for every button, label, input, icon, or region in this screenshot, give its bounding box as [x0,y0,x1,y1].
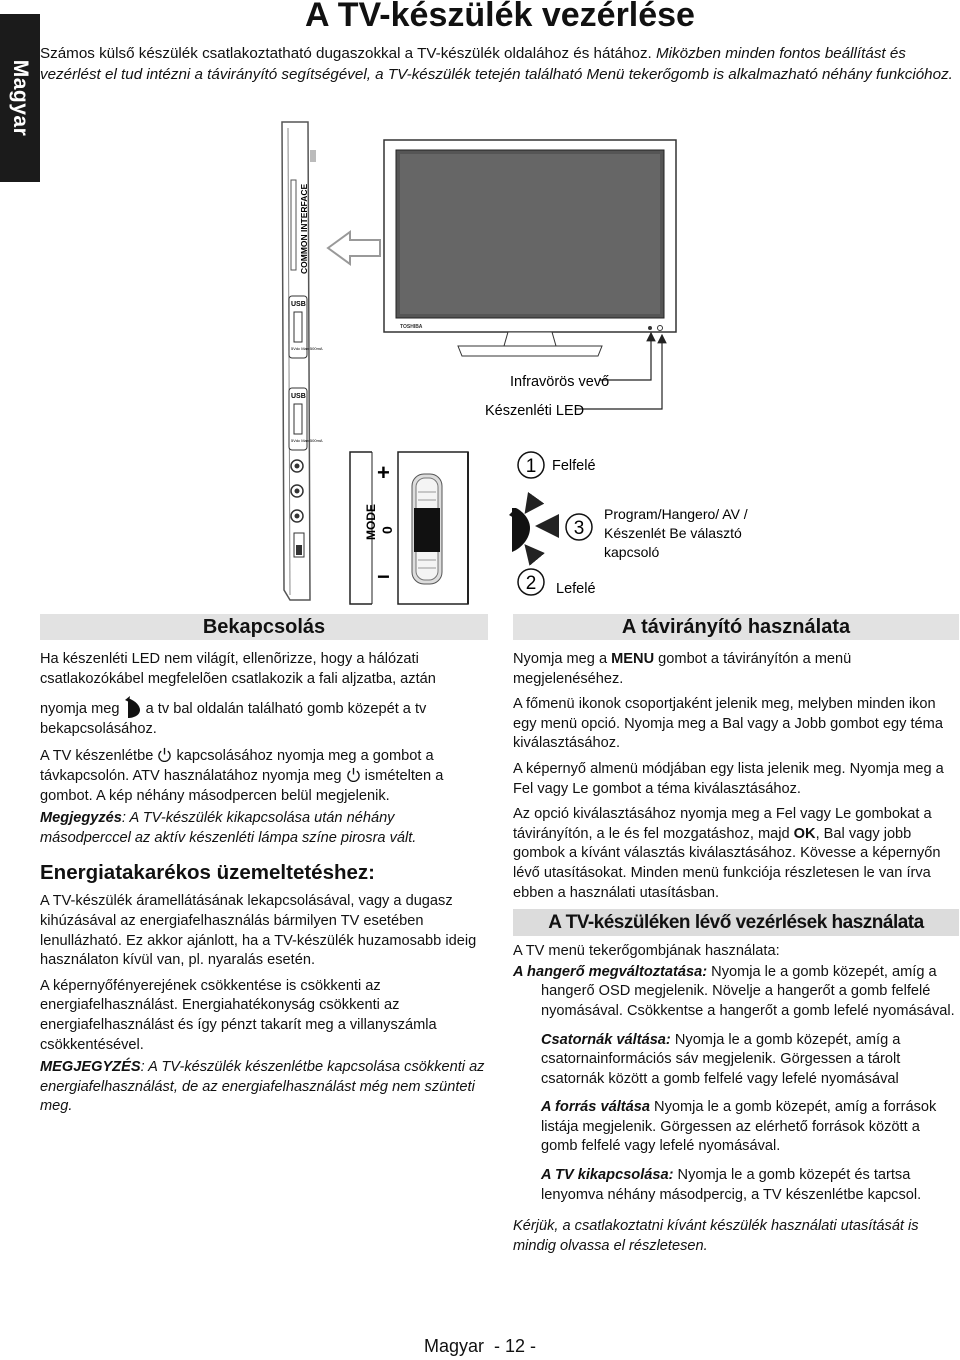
infrared-receiver-label: Infravörös vevő [510,374,610,390]
note-label: Megjegyzés [40,810,122,827]
jog-dial-small-icon [124,696,142,718]
right-p4 [513,805,959,903]
energy-heading: Energiatakarékos üzemeltetéshez: [40,861,375,885]
right-p6: Kérjük, a csatlakoztatni kívánt készülék használati utasítását is mindig olvassa el részletesen. [513,1218,919,1254]
left-p5: A képernyőfényerejének csökkentése is csökkenti az energiafelhasználást. Energiahatékonyság csökkenti az energiafelhasználást és így pénzt takarít meg a villanyszámla csökkentésével. [40,977,437,1053]
jog-dial-icon [508,498,556,558]
intro-part2: Miközben minden fontos beállítást és vezérlést el tud intézni a távirányító segítségével, a TV-készülék tetején található Menü tekerőgomb is alkalmazható néhány funkcióhoz. [40,45,953,83]
right-p3: A képernyő almenü módjában egy lista jelenik meg. Nyomja meg a Fel vagy Le gombot a téma kiválasztásához. [513,760,944,797]
down-label: Lefelé [556,581,596,597]
right-p2: A főmenü ikonok csoportjaként jelenik meg, melyben minden ikon egy menü opció. Nyomja meg a Bal vagy a Jobb gombot egy téma kiválasztásához. [513,696,943,752]
source-item [513,1098,959,1157]
left-p4: A TV-készülék áramellátásának lekapcsolásával, vagy a dugasz kihúzásával az energiafelhasználás bármilyen TV esetében lenullázható. Ez akkor ajánlott, ha a TV-készülék huzamosabb ideig használaton kívül van, pl. nyaralás esetén. [40,893,477,969]
note-text: : A TV-készülék kikapcsolása után néhány másodperccel az aktív készenléti lámpa színe pirosra vált. [40,810,417,846]
left-note [40,809,488,848]
menu-key: MENU [611,651,655,667]
source-text: Nyomja le a gomb közepét, amíg a források listája megjelenik. Görgessen az elérhető források között a gomb felfelé vagy lefelé nyomásával. [541,1099,937,1155]
right-p4a: Az opció kiválasztásához nyomja meg a Fel vagy Le gombokat a távirányítón, a le és fel mozgatáshoz, majd [513,806,932,842]
insert-arrow [328,232,380,264]
right-p5: A TV menü tekerőgombjának használata: [513,943,780,960]
tv-front [384,140,676,356]
minus-label: − [377,564,390,589]
right-p1 [513,650,959,689]
usb-label-1: USB [291,301,306,308]
note2-text: : A TV-készülék készenlétbe kapcsolása csökkenti az energiafelhasználást, de az energiafelhasználást még nem szünteti meg. [40,1059,485,1115]
footer-text: Magyar - 12 - [423,1336,537,1356]
zero-label: 0 [379,526,395,534]
tv-controls-diagram [0,100,960,610]
channel-label: Csatornák váltása: [541,1031,671,1048]
left-p2b: a tv bal oldalán található gomb közepét a tv bekapcsolásához. [40,701,427,737]
control-panel-detail [350,452,468,604]
power-icon [157,747,172,762]
left-p1: Ha készenléti LED nem világít, ellenõrizze, hogy a hálózati csatlakozókábel megfelelõen csatlakozik a fali aljzatba, aztán [40,651,436,687]
left-p3b: kapcsolásához nyomja meg a gombot a távkapcsolón. ATV használatához nyomja meg [40,748,434,784]
left-p3a: A TV készenlétbe [40,748,154,765]
left-note2 [40,1058,488,1117]
left-p3 [40,747,488,806]
usb-spec-2: 5Vdc Max:500mA [291,438,323,443]
up-label: Felfelé [552,458,596,474]
volume-text: Nyomja le a gomb közepét, amíg a hangerő OSD megjelenik. Növelje a hangerőt a gomb felfelé nyomásával. Csökkentse a hangerőt a gomb lefelé nyomásával. [541,963,955,1019]
left-p2a: nyomja meg [40,701,120,718]
usb-spec-1: 5Vdc Max:500mA [291,346,323,351]
volume-item [513,963,959,1022]
tv-brand: TOSHIBA [400,324,423,330]
left-p3c: ismételten a gombot. A kép néhány másodpercen belül megjelenik. [40,767,444,804]
number-3: 3 [573,518,585,539]
power-off-label: A TV kikapcsolása: [541,1167,674,1184]
standby-led-label: Készenléti LED [485,403,585,419]
volume-label: A hangerő megváltoztatása: [513,963,708,980]
intro-paragraph [40,43,960,85]
side-tab-label: Magyar [9,59,32,137]
power-off-item [513,1166,959,1205]
power-icon-2 [346,767,361,782]
plus-label: + [377,460,390,485]
intro-part1: Számos külső készülék csatlakoztatható dugaszokkal a TV-készülék oldalához és hátához. [40,45,656,62]
page-title: A TV-készülék vezérlése [305,0,695,34]
switch-label-line3: kapcsoló [604,544,660,560]
power-off-text: Nyomja le a gomb közepét és tartsa lenyomva néhány másodpercig, a TV készenlétbe kapcsol. [541,1167,922,1203]
bekapcsolas-heading: Bekapcsolás [40,614,488,640]
channel-item [513,1031,959,1090]
source-label: A forrás váltása [541,1099,650,1116]
note2-label: MEGJEGYZÉS [40,1059,141,1076]
remote-heading: A távirányító használata [513,614,959,640]
tv-side-panel [282,122,323,600]
page-footer [0,1336,960,1357]
right-p4c: , Bal vagy jobb gombok a kívánt választás kiválasztásához. Kövesse a képernyőn lévő utasításokat. Minden menü funkciója részletesen le van írva ebben a használati utasításban. [513,825,941,901]
ok-key: OK [793,825,816,842]
switch-label-line1: Program/Hangero/ AV / [604,506,748,522]
left-column [40,614,488,1117]
number-2: 2 [525,573,537,594]
tv-controls-heading: A TV-készüléken lévő vezérlések használata [513,909,959,936]
common-interface-label: COMMON INTERFACE [299,183,309,274]
usb-label-2: USB [291,393,306,400]
number-1: 1 [525,456,537,477]
right-column [513,614,959,1256]
channel-text: Nyomja le a gomb közepét, amíg a csatornainformációs sáv megjelenik. Görgessen a tárolt csatornák között a gomb felfelé vagy lefelé nyomásával [541,1031,901,1087]
right-p1c: gombot a távirányítón a menü megjelenéséhez. [513,651,852,687]
mode-label: MODE [364,504,378,540]
right-p1a: Nyomja meg a [513,651,612,667]
switch-label-line2: Készenlét Be választó [604,525,742,541]
left-p2 [40,696,488,739]
